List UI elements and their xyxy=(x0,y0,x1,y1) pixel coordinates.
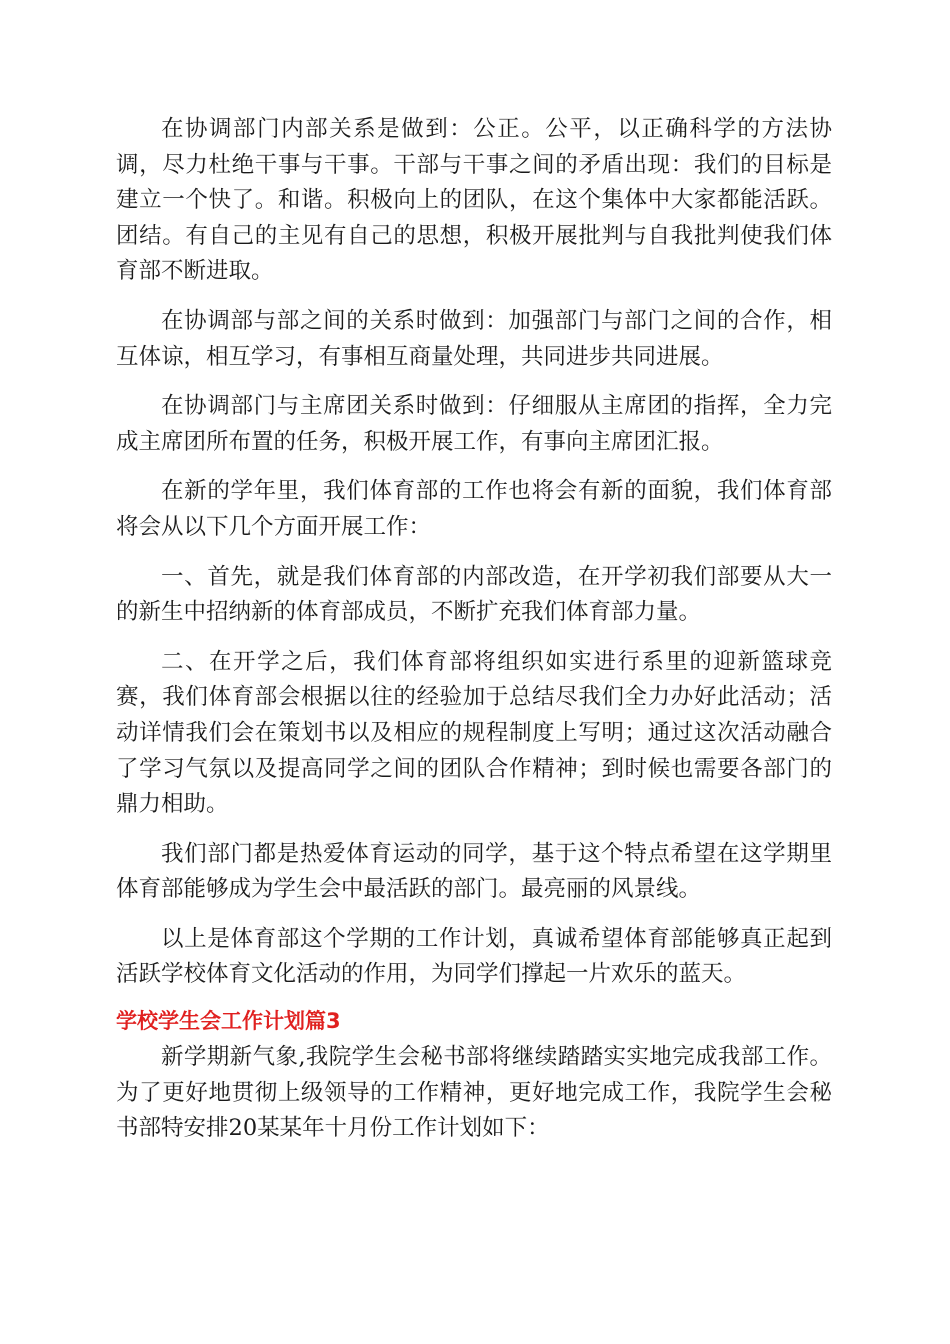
paragraph-item-two: 二、在开学之后，我们体育部将组织如实进行系里的迎新篮球竞赛，我们体育部会根据以往的经验加于总结尽我们全力办好此活动；活动详情我们会在策划书以及相应的规程制度上写明；通过这次活动融合了学习气氛以及提高同学之间的团队合作精神；到时候也需要各部门的鼎力相助。 xyxy=(116,648,832,818)
paragraph-item-one: 一、首先，就是我们体育部的内部改造，在开学初我们部要从大一的新生中招纳新的体育部成员，不断扩充我们体育部力量。 xyxy=(116,563,832,626)
paragraph-inter-dept-relations: 在协调部与部之间的关系时做到：加强部门与部门之间的合作，相互体谅，相互学习，有事相互商量处理，共同进步共同进展。 xyxy=(116,307,832,370)
paragraph-conclusion: 以上是体育部这个学期的工作计划，真诚希望体育部能够真正起到活跃学校体育文化活动的作用，为同学们撑起一片欢乐的蓝天。 xyxy=(116,925,832,988)
paragraph-presidium-relations: 在协调部门与主席团关系时做到：仔细服从主席团的指挥，全力完成主席团所布置的任务，积极开展工作，有事向主席团汇报。 xyxy=(116,393,832,455)
paragraph-dept-internal-relations: 在协调部门内部关系是做到：公正。公平，以正确科学的方法协调，尽力杜绝干事与干事。干部与干事之间的矛盾出现：我们的目标是建立一个快了。和谐。积极向上的团队，在这个集体中大家都能活跃。团结。有自己的主见有自己的思想，积极开展批判与自我批判使我们体育部不断进取。 xyxy=(116,116,832,285)
paragraph-new-year-intro: 在新的学年里，我们体育部的工作也将会有新的面貌，我们体育部将会从以下几个方面开展工作： xyxy=(116,478,832,540)
section-heading: 学校学生会工作计划篇3 xyxy=(116,1009,341,1034)
paragraph-department-hope: 我们部门都是热爱体育运动的同学，基于这个特点希望在这学期里体育部能够成为学生会中最活跃的部门。最亮丽的风景线。 xyxy=(116,840,832,903)
paragraph-secretariat-intro: 新学期新气象,我院学生会秘书部将继续踏踏实实地完成我部工作。为了更好地贯彻上级领导的工作精神，更好地完成工作，我院学生会秘书部特安排20某某年十月份工作计划如下： xyxy=(116,1044,832,1142)
document-page xyxy=(116,112,832,1147)
